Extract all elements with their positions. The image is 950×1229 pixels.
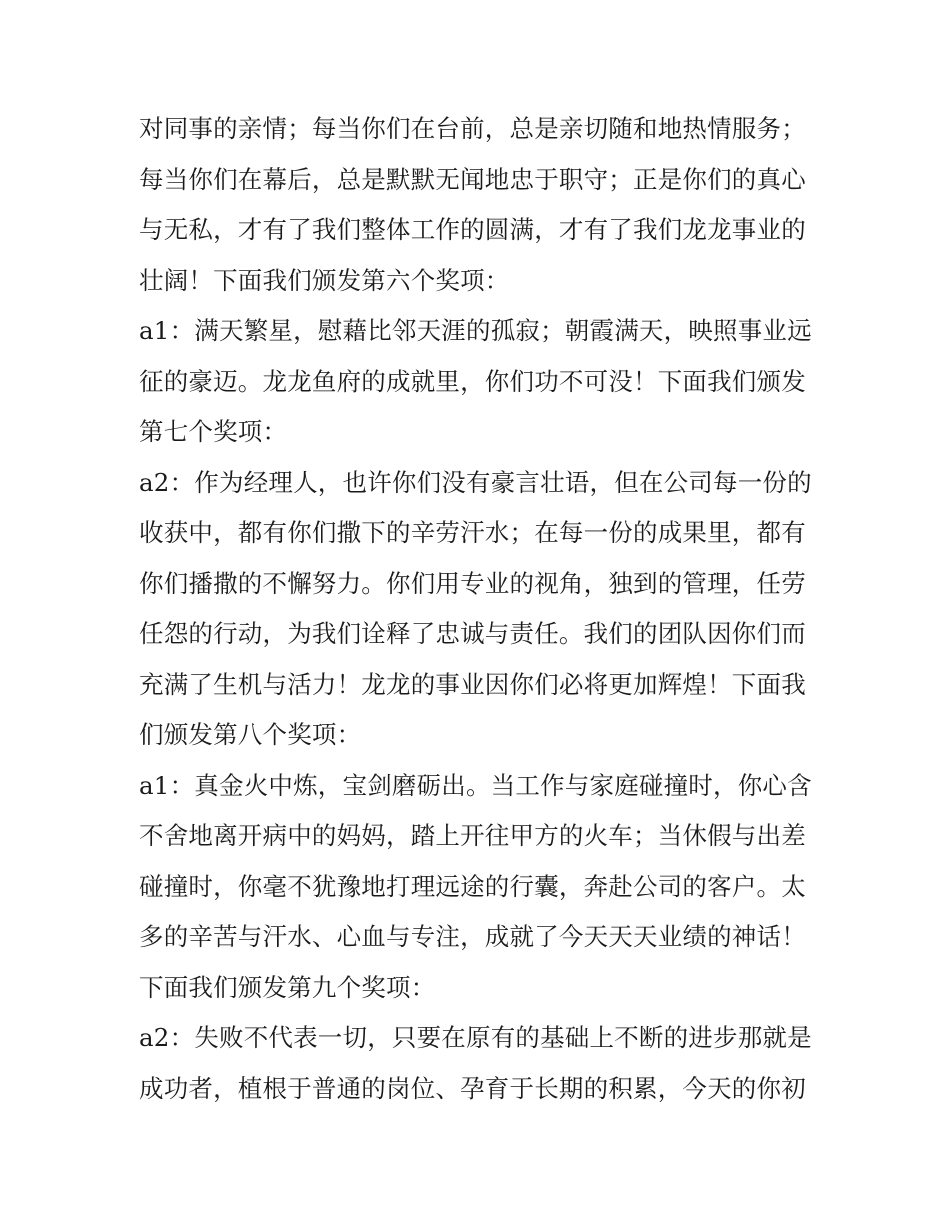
text-line-4: 壮阔！下面我们颁发第六个奖项：	[139, 265, 510, 295]
document-body	[139, 104, 819, 1114]
text-line-17: 多的辛苦与汗水、心血与专注，成就了今天天天业绩的神话！	[139, 922, 806, 951]
text-line-3: 与无私，才有了我们整体工作的圆满，才有了我们龙龙事业的	[139, 215, 806, 244]
text-line-14: a1：真金火中炼，宝剑磨砺出。当工作与家庭碰撞时，你心含	[139, 770, 812, 800]
text-line-9: 收获中，都有你们撒下的辛劳汗水；在每一份的成果里，都有	[139, 518, 806, 547]
text-line-18: 下面我们颁发第九个奖项：	[139, 972, 436, 1002]
text-line-19: a2：失败不代表一切，只要在原有的基础上不断的进步那就是	[139, 1023, 812, 1052]
text-line-8: a2：作为经理人，也许你们没有豪言壮语，但在公司每一份的	[139, 467, 812, 497]
text-line-12: 充满了生机与活力！龙龙的事业因你们必将更加辉煌！下面我	[139, 669, 806, 699]
text-line-16: 碰撞时，你毫不犹豫地打理远途的行囊，奔赴公司的客户。太	[139, 871, 806, 901]
text-line-10: 你们播撒的不懈努力。你们用专业的视角，独到的管理，任劳	[139, 568, 806, 598]
text-line-20: 成功者，植根于普通的岗位、孕育于长期的积累，今天的你初	[139, 1073, 806, 1103]
text-line-1: 对同事的亲情；每当你们在台前，总是亲切随和地热情服务；	[139, 114, 806, 143]
text-line-7: 第七个奖项：	[139, 417, 288, 446]
text-line-6: 征的豪迈。龙龙鱼府的成就里，你们功不可没！下面我们颁发	[139, 366, 806, 396]
text-line-2: 每当你们在幕后，总是默默无闻地忠于职守；正是你们的真心	[139, 164, 806, 194]
text-line-5: a1：满天繁星，慰藉比邻天涯的孤寂；朝霞满天，映照事业远	[139, 316, 812, 345]
text-line-11: 任怨的行动，为我们诠释了忠诚与责任。我们的团队因你们而	[139, 619, 806, 648]
text-line-15: 不舍地离开病中的妈妈，踏上开往甲方的火车；当休假与出差	[139, 821, 806, 850]
text-line-13: 们颁发第八个奖项：	[139, 720, 362, 749]
